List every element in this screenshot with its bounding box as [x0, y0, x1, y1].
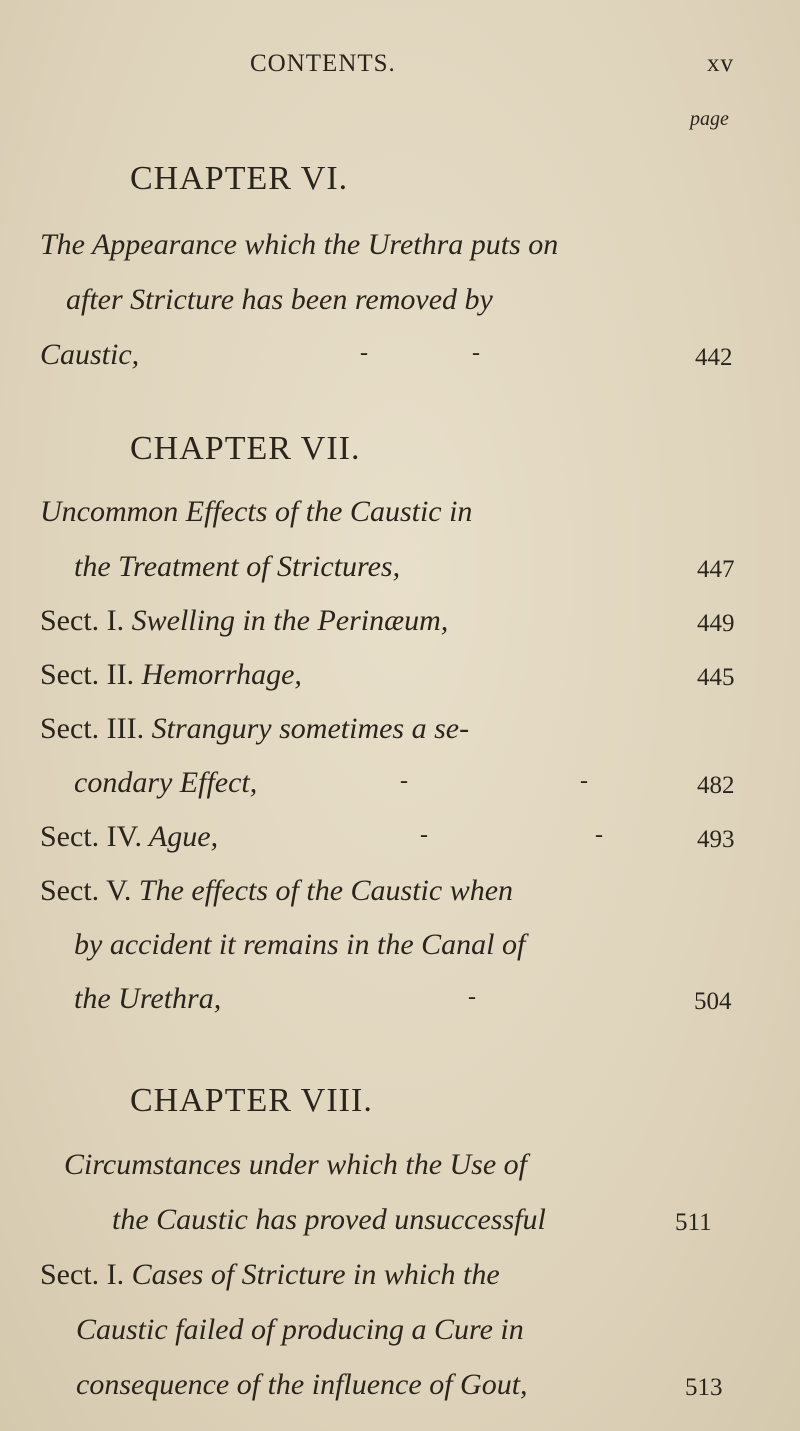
- toc-line: [76, 1368, 528, 1402]
- chapter-heading: CHAPTER VI.: [130, 160, 349, 197]
- section-label: Sect. I.: [40, 604, 125, 637]
- page-number: 504: [694, 988, 732, 1015]
- chapter-heading: CHAPTER VIII.: [130, 1082, 373, 1119]
- toc-line: [40, 820, 218, 854]
- toc-entry-text: consequence of the influence of Gout,: [76, 1368, 528, 1401]
- leader-dash: -: [580, 768, 588, 794]
- chapter-heading: CHAPTER VII.: [130, 430, 361, 467]
- toc-entry-text: Strangury sometimes a se-: [151, 712, 470, 745]
- toc-entry-text: Hemorrhage,: [141, 658, 302, 691]
- page-number: 447: [697, 556, 735, 583]
- toc-entry-text: condary Effect,: [74, 766, 258, 799]
- running-title: CONTENTS.: [250, 50, 396, 77]
- toc-entry-text: the Urethra,: [74, 982, 222, 1015]
- page-number: 449: [697, 610, 735, 637]
- section-label: Sect. IV.: [40, 820, 142, 853]
- page-number: 445: [697, 664, 735, 691]
- toc-line: [66, 283, 493, 317]
- leader-dash: -: [468, 984, 476, 1010]
- page-number: 482: [697, 772, 735, 799]
- page-number: 493: [697, 826, 735, 853]
- toc-line: [40, 495, 472, 529]
- toc-line: [112, 1203, 546, 1237]
- toc-line: [74, 982, 221, 1016]
- leader-dash: -: [360, 340, 368, 366]
- toc-line: [40, 712, 469, 746]
- toc-line: [40, 228, 558, 262]
- toc-line: [40, 1258, 500, 1292]
- toc-line: [40, 658, 302, 692]
- page-number: 442: [695, 344, 733, 371]
- toc-entry-text: Circumstances under which the Use of: [64, 1148, 527, 1181]
- section-label: Sect. II.: [40, 658, 135, 691]
- toc-entry-text: Swelling in the Perinæum,: [131, 604, 449, 637]
- toc-entry-text: after Stricture has been removed by: [66, 283, 493, 316]
- page-number: 511: [675, 1209, 712, 1236]
- toc-line: [40, 604, 448, 638]
- toc-line: [64, 1148, 527, 1182]
- toc-entry-text: Uncommon Effects of the Caustic in: [40, 495, 473, 528]
- page-number: 513: [685, 1374, 723, 1401]
- section-label: Sect. I.: [40, 1258, 125, 1291]
- section-label: Sect. III.: [40, 712, 145, 745]
- leader-dash: -: [400, 768, 408, 794]
- page-column-label: page: [690, 108, 729, 130]
- toc-entry-text: the Caustic has proved unsuccessful: [112, 1203, 546, 1236]
- toc-line: [76, 1313, 524, 1347]
- leader-dash: -: [472, 340, 480, 366]
- toc-entry-text: by accident it remains in the Canal of: [74, 928, 526, 961]
- section-label: Sect. V.: [40, 874, 132, 907]
- toc-entry-text: Ague,: [148, 820, 219, 853]
- toc-line: [40, 874, 513, 908]
- toc-entry-text: The effects of the Caustic when: [138, 874, 514, 907]
- toc-line: [40, 338, 139, 372]
- leader-dash: -: [420, 822, 428, 848]
- toc-entry-text: Cases of Stricture in which the: [131, 1258, 500, 1291]
- toc-entry-text: Caustic failed of producing a Cure in: [76, 1313, 524, 1346]
- toc-entry-text: Caustic,: [40, 338, 140, 371]
- toc-line: [74, 928, 525, 962]
- page-folio: xv: [707, 50, 734, 77]
- toc-entry-text: the Treatment of Strictures,: [74, 550, 401, 583]
- leader-dash: -: [595, 822, 603, 848]
- toc-line: [74, 550, 400, 584]
- toc-line: [74, 766, 257, 800]
- toc-entry-text: The Appearance which the Urethra puts on: [40, 228, 559, 261]
